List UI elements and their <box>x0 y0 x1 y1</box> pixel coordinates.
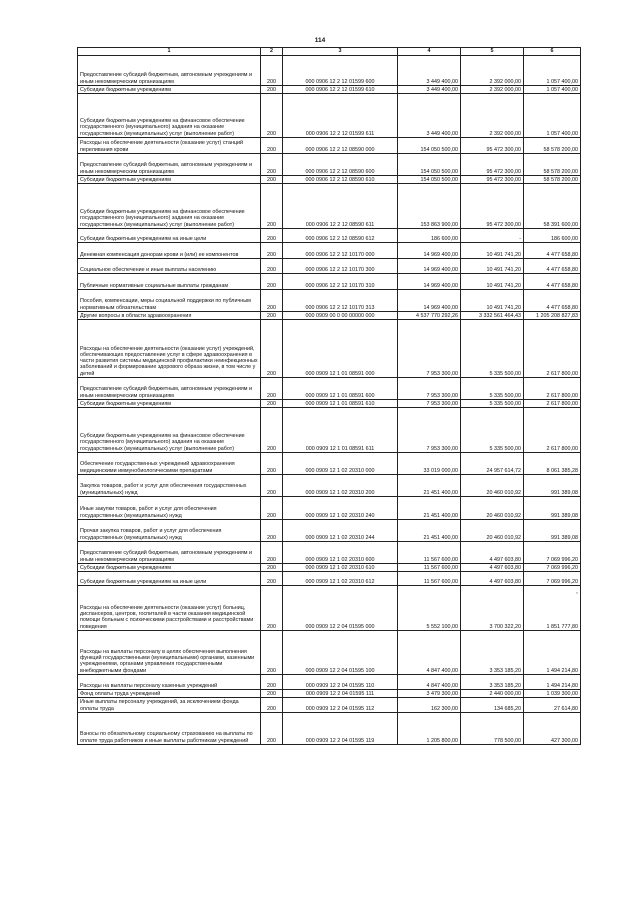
row-name: Социальное обеспечение и иные выплаты населению <box>78 259 261 274</box>
row-kbk: 000 0909 12 1 02 20310 600 <box>283 542 398 564</box>
row-kbk: 000 0906 12 2 12 01599 611 <box>283 94 398 138</box>
row-kbk: 000 0906 12 2 12 08590 600 <box>283 154 398 176</box>
table-row <box>78 290 581 312</box>
row-executed: 3 353 185,20 <box>461 631 524 675</box>
row-approved: 3 449 400,00 <box>398 94 461 138</box>
row-executed: 95 472 300,00 <box>461 138 524 154</box>
row-approved: 21 451 400,00 <box>398 497 461 520</box>
row-executed: 2 392 000,00 <box>461 86 524 94</box>
row-name: Расходы на выплаты персоналу в целях обеспечения выполнения функций государственными (муниципальными) органами, казенными учреждениями, органами управления государственными внебюджетными фондами <box>78 631 261 675</box>
row-name: Субсидии бюджетным учреждениям на финансовое обеспечение государственного (муниципального) задания на оказание государственных (муниципальных) услуг (выполнение работ) <box>78 408 261 453</box>
row-unexecuted: 4 477 658,80 <box>524 243 581 259</box>
header-row <box>78 48 581 56</box>
row-kbk: 000 0909 12 1 01 08591 600 <box>283 378 398 400</box>
table-row <box>78 154 581 176</box>
row-name: Субсидии бюджетным учреждениям на финансовое обеспечение государственного (муниципального) задания на оказание государственных (муниципальных) услуг (выполнение работ) <box>78 184 261 229</box>
row-unexecuted: 1 057 400,00 <box>524 86 581 94</box>
row-kbk: 000 0906 12 2 12 08590 610 <box>283 176 398 184</box>
row-code: 200 <box>261 520 283 542</box>
row-name: Субсидии бюджетным учреждениям на иные цели <box>78 572 261 586</box>
row-executed: 5 335 500,00 <box>461 378 524 400</box>
table-row <box>78 274 581 290</box>
row-executed: 5 335 500,00 <box>461 320 524 378</box>
table-row <box>78 312 581 320</box>
row-name: Взносы по обязательному социальному страхованию на выплаты по оплате труда работников и иные выплаты работникам учреждений <box>78 713 261 745</box>
margin-mark: , <box>576 588 578 595</box>
row-code: 200 <box>261 154 283 176</box>
row-unexecuted: 991 389,08 <box>524 475 581 497</box>
row-unexecuted: 8 061 385,28 <box>524 453 581 475</box>
row-kbk: 000 0909 12 1 02 20310 200 <box>283 475 398 497</box>
row-unexecuted: 2 617 800,00 <box>524 408 581 453</box>
row-approved: 3 449 400,00 <box>398 56 461 86</box>
row-kbk: 000 0906 12 2 12 01599 600 <box>283 56 398 86</box>
row-executed: 5 335 500,00 <box>461 408 524 453</box>
row-name: Прочая закупка товаров, работ и услуг для обеспечения государственных (муниципальных) нужд <box>78 520 261 542</box>
row-executed: 24 957 614,72 <box>461 453 524 475</box>
row-code: 200 <box>261 564 283 572</box>
row-executed: 10 491 741,20 <box>461 290 524 312</box>
row-name: Субсидии бюджетным учреждениям <box>78 564 261 572</box>
table-row <box>78 229 581 243</box>
table-row <box>78 564 581 572</box>
row-unexecuted: 7 069 996,20 <box>524 572 581 586</box>
row-approved: 1 205 800,00 <box>398 713 461 745</box>
row-name: Публичные нормативные социальные выплаты гражданам <box>78 274 261 290</box>
table-row <box>78 243 581 259</box>
row-executed: 4 497 603,80 <box>461 564 524 572</box>
row-code: 200 <box>261 572 283 586</box>
column-header: 6 <box>524 48 581 56</box>
row-unexecuted: 1 057 400,00 <box>524 94 581 138</box>
row-executed: 20 460 010,92 <box>461 520 524 542</box>
row-approved: 7 953 300,00 <box>398 400 461 408</box>
row-approved: 3 449 400,00 <box>398 86 461 94</box>
table-row <box>78 520 581 542</box>
row-approved: 154 050 500,00 <box>398 138 461 154</box>
row-executed: 4 497 603,80 <box>461 572 524 586</box>
row-executed: 3 353 185,20 <box>461 675 524 690</box>
budget-execution-table <box>77 47 581 745</box>
row-name: Расходы на обеспечение деятельности (оказание услуг) станций переливания крови <box>78 138 261 154</box>
row-code: 200 <box>261 138 283 154</box>
table-row <box>78 408 581 453</box>
row-approved: 154 050 500,00 <box>398 176 461 184</box>
column-header: 4 <box>398 48 461 56</box>
table-row <box>78 690 581 698</box>
row-approved: 154 050 500,00 <box>398 154 461 176</box>
row-code: 200 <box>261 176 283 184</box>
row-code: 200 <box>261 400 283 408</box>
row-unexecuted: 2 617 800,00 <box>524 400 581 408</box>
row-unexecuted: 991 389,08 <box>524 520 581 542</box>
row-kbk: 000 0909 12 2 04 01595 000 <box>283 586 398 631</box>
row-approved: 21 451 400,00 <box>398 475 461 497</box>
row-approved: 7 953 300,00 <box>398 320 461 378</box>
row-kbk: 000 0909 12 1 02 20310 244 <box>283 520 398 542</box>
row-code: 200 <box>261 290 283 312</box>
table-row <box>78 184 581 229</box>
row-code: 200 <box>261 542 283 564</box>
row-approved: 14 969 400,00 <box>398 274 461 290</box>
row-code: 200 <box>261 56 283 86</box>
row-kbk: 000 0906 12 2 12 10170 313 <box>283 290 398 312</box>
row-name: Субсидии бюджетным учреждениям <box>78 176 261 184</box>
row-approved: 11 567 600,00 <box>398 542 461 564</box>
row-unexecuted: 1 494 214,80 <box>524 675 581 690</box>
table-row <box>78 542 581 564</box>
row-kbk: 000 0906 12 2 12 10170 000 <box>283 243 398 259</box>
row-kbk: 000 0909 00 0 00 00000 000 <box>283 312 398 320</box>
row-name: Расходы на обеспечение деятельности (оказание услуг) больниц, диспансеров, центров, госпиталей в части оказания медицинской помощи больным с психическими расстройствами и расстройствами поведения <box>78 586 261 631</box>
column-header: 5 <box>461 48 524 56</box>
row-code: 200 <box>261 698 283 713</box>
row-approved: 4 847 400,00 <box>398 675 461 690</box>
row-approved: 4 847 400,00 <box>398 631 461 675</box>
row-name: Закупка товаров, работ и услуг для обеспечения государственных (муниципальных) нужд <box>78 475 261 497</box>
column-header: 1 <box>78 48 261 56</box>
row-approved: 33 019 000,00 <box>398 453 461 475</box>
row-executed: 4 497 603,80 <box>461 542 524 564</box>
row-unexecuted: 1 851 777,80 <box>524 586 581 631</box>
row-code: 200 <box>261 274 283 290</box>
row-executed: 95 472 300,00 <box>461 176 524 184</box>
row-code: 200 <box>261 378 283 400</box>
table-row <box>78 675 581 690</box>
row-kbk: 000 0909 12 1 02 20310 000 <box>283 453 398 475</box>
row-unexecuted: 7 069 996,20 <box>524 564 581 572</box>
row-unexecuted: 27 614,80 <box>524 698 581 713</box>
row-code: 200 <box>261 586 283 631</box>
table-row <box>78 86 581 94</box>
table-row <box>78 176 581 184</box>
row-executed: 20 460 010,92 <box>461 475 524 497</box>
row-unexecuted: 4 477 658,80 <box>524 259 581 274</box>
row-code: 200 <box>261 312 283 320</box>
row-unexecuted: 1 205 208 827,83 <box>524 312 581 320</box>
row-unexecuted: 7 069 996,20 <box>524 542 581 564</box>
table-row <box>78 698 581 713</box>
table-row <box>78 400 581 408</box>
table-row <box>78 320 581 378</box>
table-row <box>78 138 581 154</box>
table-row <box>78 497 581 520</box>
row-kbk: 000 0909 12 1 02 20310 240 <box>283 497 398 520</box>
row-executed: 10 491 741,20 <box>461 243 524 259</box>
row-code: 200 <box>261 86 283 94</box>
row-code: 200 <box>261 320 283 378</box>
row-code: 200 <box>261 475 283 497</box>
row-unexecuted: 1 494 214,80 <box>524 631 581 675</box>
column-header: 3 <box>283 48 398 56</box>
row-unexecuted: 58 578 200,00 <box>524 154 581 176</box>
row-unexecuted: 4 477 658,80 <box>524 274 581 290</box>
row-executed: 10 491 741,20 <box>461 274 524 290</box>
row-name: Субсидии бюджетным учреждениям на иные цели <box>78 229 261 243</box>
row-executed: 20 460 010,92 <box>461 497 524 520</box>
row-approved: 14 969 400,00 <box>398 243 461 259</box>
row-kbk: 000 0909 12 1 02 20310 610 <box>283 564 398 572</box>
row-approved: 5 552 100,00 <box>398 586 461 631</box>
row-kbk: 000 0909 12 2 04 01595 110 <box>283 675 398 690</box>
row-kbk: 000 0909 12 2 04 01595 100 <box>283 631 398 675</box>
table-row <box>78 713 581 745</box>
row-executed: 95 472 300,00 <box>461 184 524 229</box>
row-executed: 134 685,20 <box>461 698 524 713</box>
row-approved: 11 567 600,00 <box>398 572 461 586</box>
row-executed: 10 491 741,20 <box>461 259 524 274</box>
row-kbk: 000 0906 12 2 12 10170 310 <box>283 274 398 290</box>
row-kbk: 000 0906 12 2 12 08590 000 <box>283 138 398 154</box>
row-name: Обеспечение государственных учреждений здравоохранения медицинскими иммунобиологическими препаратами <box>78 453 261 475</box>
row-kbk: 000 0909 12 1 01 08591 000 <box>283 320 398 378</box>
row-code: 200 <box>261 184 283 229</box>
row-executed: 2 440 000,00 <box>461 690 524 698</box>
row-name: Другие вопросы в области здравоохранения <box>78 312 261 320</box>
row-approved: 7 953 300,00 <box>398 408 461 453</box>
row-unexecuted: 1 039 300,00 <box>524 690 581 698</box>
row-approved: 3 479 300,00 <box>398 690 461 698</box>
row-unexecuted: 58 578 200,00 <box>524 176 581 184</box>
row-kbk: 000 0906 12 2 12 08590 612 <box>283 229 398 243</box>
row-kbk: 000 0909 12 2 04 01595 112 <box>283 698 398 713</box>
row-name: Субсидии бюджетным учреждениям <box>78 400 261 408</box>
row-executed: 2 392 000,00 <box>461 94 524 138</box>
row-name: Фонд оплаты труда учреждений <box>78 690 261 698</box>
row-code: 200 <box>261 94 283 138</box>
table-row <box>78 259 581 274</box>
row-executed: 3 700 322,20 <box>461 586 524 631</box>
row-kbk: 000 0906 12 2 12 01599 610 <box>283 86 398 94</box>
row-name: Иные закупки товаров, работ и услуг для обеспечения государственных (муниципальных) нужд <box>78 497 261 520</box>
row-approved: 14 969 400,00 <box>398 290 461 312</box>
row-kbk: 000 0906 12 2 12 08590 611 <box>283 184 398 229</box>
row-executed: 95 472 300,00 <box>461 154 524 176</box>
row-unexecuted: 427 300,00 <box>524 713 581 745</box>
row-code: 200 <box>261 408 283 453</box>
row-approved: 11 567 600,00 <box>398 564 461 572</box>
row-approved: 7 953 300,00 <box>398 378 461 400</box>
row-unexecuted: 2 617 800,00 <box>524 320 581 378</box>
row-executed: 778 500,00 <box>461 713 524 745</box>
page-number: 114 <box>314 37 326 44</box>
row-code: 200 <box>261 713 283 745</box>
row-name: Предоставление субсидий бюджетным, автономным учреждениям и иным некоммерческим организациям <box>78 154 261 176</box>
row-code: 200 <box>261 690 283 698</box>
row-executed: 3 332 561 464,43 <box>461 312 524 320</box>
row-kbk: 000 0909 12 2 04 01595 111 <box>283 690 398 698</box>
row-unexecuted: 58 578 200,00 <box>524 138 581 154</box>
row-kbk: 000 0909 12 1 01 08591 611 <box>283 408 398 453</box>
row-unexecuted: 1 057 400,00 <box>524 56 581 86</box>
table-row <box>78 586 581 631</box>
row-name: Пособия, компенсации, меры социальной поддержки по публичным нормативным обязательствам <box>78 290 261 312</box>
row-executed: - <box>461 229 524 243</box>
table-row <box>78 94 581 138</box>
row-name: Расходы на обеспечение деятельности (оказание услуг) учреждений, обеспечивающих предоставление услуг в сфере здравоохранения в части развития системы медицинской профилактики неинфекционных заболеваний и формирование здорового образа жизни, в том числе у детей <box>78 320 261 378</box>
table-row <box>78 572 581 586</box>
row-code: 200 <box>261 453 283 475</box>
row-name: Предоставление субсидий бюджетным, автономным учреждениям и иным некоммерческим организациям <box>78 542 261 564</box>
row-name: Предоставление субсидий бюджетным, автономным учреждениям и иным некоммерческим организациям <box>78 378 261 400</box>
row-code: 200 <box>261 631 283 675</box>
row-code: 200 <box>261 675 283 690</box>
row-unexecuted: 58 391 600,00 <box>524 184 581 229</box>
row-unexecuted: 4 477 658,80 <box>524 290 581 312</box>
row-unexecuted: 991 389,08 <box>524 497 581 520</box>
row-executed: 5 335 500,00 <box>461 400 524 408</box>
row-name: Предоставление субсидий бюджетным, автономным учреждениям и иным некоммерческим организациям <box>78 56 261 86</box>
table-row <box>78 475 581 497</box>
table-row <box>78 453 581 475</box>
row-kbk: 000 0906 12 2 12 10170 300 <box>283 259 398 274</box>
row-kbk: 000 0909 12 1 02 20310 612 <box>283 572 398 586</box>
row-approved: 162 300,00 <box>398 698 461 713</box>
row-name: Денежная компенсация донорам крови и (или) ее компонентов <box>78 243 261 259</box>
table-row <box>78 378 581 400</box>
row-name: Расходы на выплаты персоналу казенных учреждений <box>78 675 261 690</box>
table-row <box>78 631 581 675</box>
row-approved: 153 863 900,00 <box>398 184 461 229</box>
row-approved: 14 969 400,00 <box>398 259 461 274</box>
row-name: Иные выплаты персоналу учреждений, за исключением фонда оплаты труда <box>78 698 261 713</box>
row-unexecuted: 186 600,00 <box>524 229 581 243</box>
row-approved: 4 537 770 292,26 <box>398 312 461 320</box>
row-kbk: 000 0909 12 2 04 01595 119 <box>283 713 398 745</box>
row-code: 200 <box>261 229 283 243</box>
row-code: 200 <box>261 259 283 274</box>
row-kbk: 000 0909 12 1 01 08591 610 <box>283 400 398 408</box>
row-name: Субсидии бюджетным учреждениям на финансовое обеспечение государственного (муниципального) задания на оказание государственных (муниципальных) услуг (выполнение работ) <box>78 94 261 138</box>
row-approved: 186 600,00 <box>398 229 461 243</box>
row-executed: 2 392 000,00 <box>461 56 524 86</box>
table-row <box>78 56 581 86</box>
row-approved: 21 451 400,00 <box>398 520 461 542</box>
row-code: 200 <box>261 243 283 259</box>
row-name: Субсидии бюджетным учреждениям <box>78 86 261 94</box>
row-code: 200 <box>261 497 283 520</box>
row-unexecuted: 2 617 800,00 <box>524 378 581 400</box>
column-header: 2 <box>261 48 283 56</box>
